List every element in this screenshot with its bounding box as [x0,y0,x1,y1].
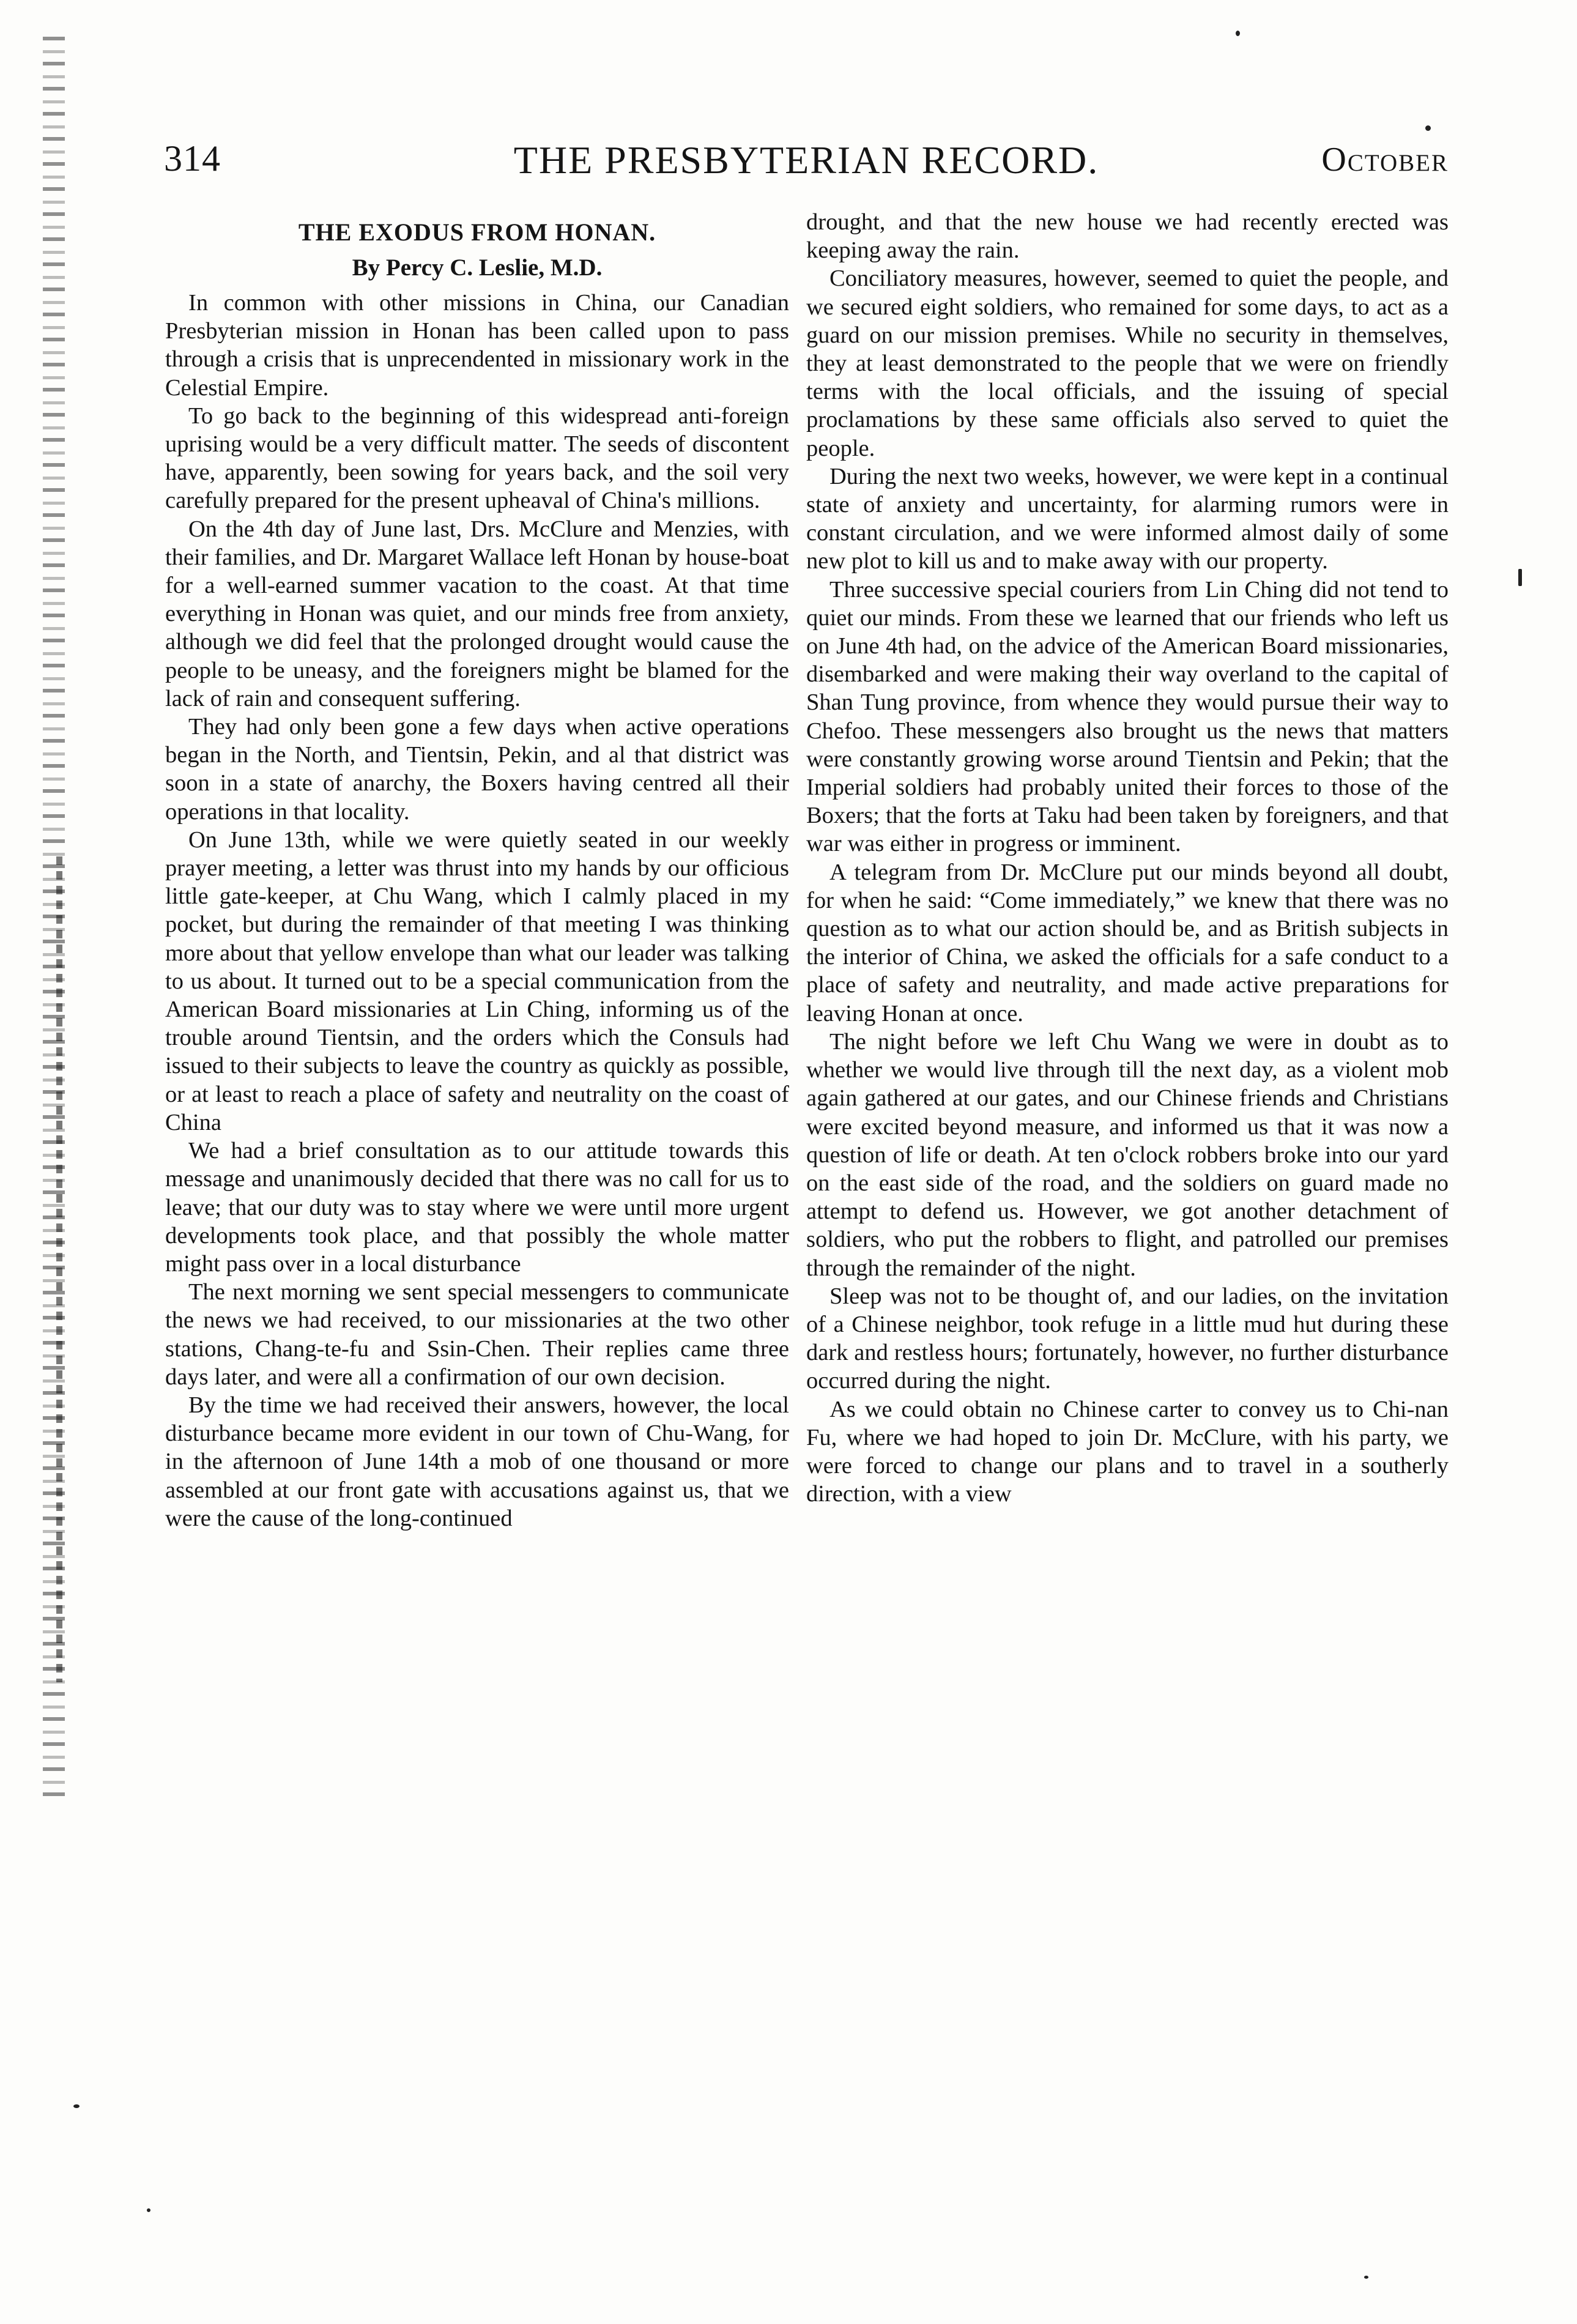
paragraph: On June 13th, while we were quietly seated in our weekly prayer meeting, a letter was thrust into my hands by our officious little gate-keeper, at Chu Wang, which I calmly placed in my pocket, but during the remainder of that meeting I was thinking more about that yellow envelope than what our leader was talking to us about. It turned out to be a special communication from the American Board missionaries at Lin Ching, informing us of the trouble around Tientsin, and the orders which the Consuls had issued to their subjects to leave the country as quickly as possible, or at least to reach a place of safety and neutrality on the coast of China [165,826,789,1135]
page-number: 314 [164,138,221,179]
paragraph: A telegram from Dr. McClure put our minds beyond all doubt, for when he said: “Come immediately,” we knew that there was no question as to what our action should be, and as British subjects in the interior of China, we asked the officials for a safe conduct to a place of safety and neutrality, and made active preparations for leaving Honan at once. [806,859,1449,1026]
paragraph: As we could obtain no Chinese carter to convey us to Chi-nan Fu, where we had hoped to join Dr. McClure, with his party, we were forced to change our plans and to travel in a southerly direction, with a view [806,1396,1449,1507]
left-column [165,208,789,1532]
scan-speck [1425,125,1431,131]
paragraph: The night before we left Chu Wang we were in doubt as to whether we would live through till the next day, as a violent mob again gathered at our gates, and our Chinese friends and Christians were excited beyond measure, and informed us that it was now a question of life or death. At ten o'clock robbers broke into our yard on the east side of the road, and the soldiers on guard made no attempt to defend us. However, we got another detachment of soldiers, who put the robbers to flight, and patrolled our premises through the remainder of the night. [806,1028,1449,1281]
paragraph: During the next two weeks, however, we were kept in a continual state of anxiety and uncertainty, for alarming rumors were in constant circulation, and we were informed almost daily of some new plot to kill us and to make away with our property. [806,463,1449,574]
scan-speck [1236,31,1240,36]
paragraph: On the 4th day of June last, Drs. McClure and Menzies, with their families, and Dr. Margaret Wallace left Honan by house-boat for a well-earned summer vacation to the coast. At that time everything in Honan was quiet, and our minds free from anxiety, although we did feel that the prolonged drought would cause the people to be uneasy, and the foreigners might be blamed for the lack of rain and consequent suffering. [165,516,789,711]
paragraph: The next morning we sent special messengers to communicate the news we had received, to our missionaries at the two other stations, Chang-te-fu and Ssin-Chen. Their replies came three days later, and were all a confirmation of our own decision. [165,1279,789,1390]
scan-speck [147,2208,150,2212]
binding-edge-artifact [56,856,62,1682]
paragraph: Conciliatory measures, however, seemed to quiet the people, and we secured eight soldiers, who remained for some days, to act as a guard on our mission premises. While no security in themselves, they at least demonstrated to the people that we were on friendly terms with the local officials, and the issuing of special proclamations by these same officials also served to quiet the people. [806,265,1449,461]
article-title: THE EXODUS FROM HONAN. [298,218,656,246]
paragraph: drought, and that the new house we had recently erected was keeping away the rain. [806,209,1449,264]
paragraph: We had a brief consultation as to our attitude towards this message and unanimously decided that there was no call for us to leave; that our duty was to stay where we were until more urgent developments took place, and that possibly the whole matter might pass over in a local disturbance [165,1138,789,1277]
paragraph: In common with other missions in China, our Canadian Presbyterian mission in Honan has been called upon to pass through a crisis that is unprecendented in missionary work in the Celestial Empire. [165,290,789,401]
right-column [806,208,1449,1508]
paragraph: Sleep was not to be thought of, and our ladies, on the invitation of a Chinese neighbor, took refuge in a little mud hut during these dark and restless hours; fortunately, however, no further disturbance occurred during the night. [806,1283,1449,1394]
paragraph: Three successive special couriers from Lin Ching did not tend to quiet our minds. From these we learned that our friends who left us on June 4th had, on the advice of the American Board missionaries, disembarked and were making their way overland to the capital of Shan Tung province, from whence they would pursue their way to Chefoo. These messengers also brought us the news that matters were constantly growing worse around Tientsin and Pekin; that the Imperial soldiers had probably united their forces to those of the Boxers; that the forts at Taku had been taken by foreigners, and that war was either in progress or imminent. [806,576,1449,857]
issue-month: October [1321,141,1449,179]
paragraph: To go back to the beginning of this widespread anti-foreign uprising would be a very difficult matter. The seeds of discontent have, apparently, been sowing for years back, and the soil very carefully prepared for the present upheaval of China's millions. [165,403,789,514]
running-header [164,138,1449,187]
paragraph: They had only been gone a few days when active operations began in the North, and Tientsin, Pekin, and al that district was soon in a state of anarchy, the Boxers having centred all their operations in that locality. [165,714,789,825]
paragraph: By the time we had received their answers, however, the local disturbance became more evident in our town of Chu-Wang, for in the afternoon of June 14th a mob of one thousand or more assembled at our front gate with accusations against us, that we were the cause of the long-continued [165,1392,789,1531]
article-byline: By Percy C. Leslie, M.D. [352,254,603,281]
scan-speck [73,2104,80,2108]
scan-speck [1518,569,1522,586]
scan-speck [1364,2276,1368,2279]
journal-title: THE PRESBYTERIAN RECORD. [513,138,1099,182]
